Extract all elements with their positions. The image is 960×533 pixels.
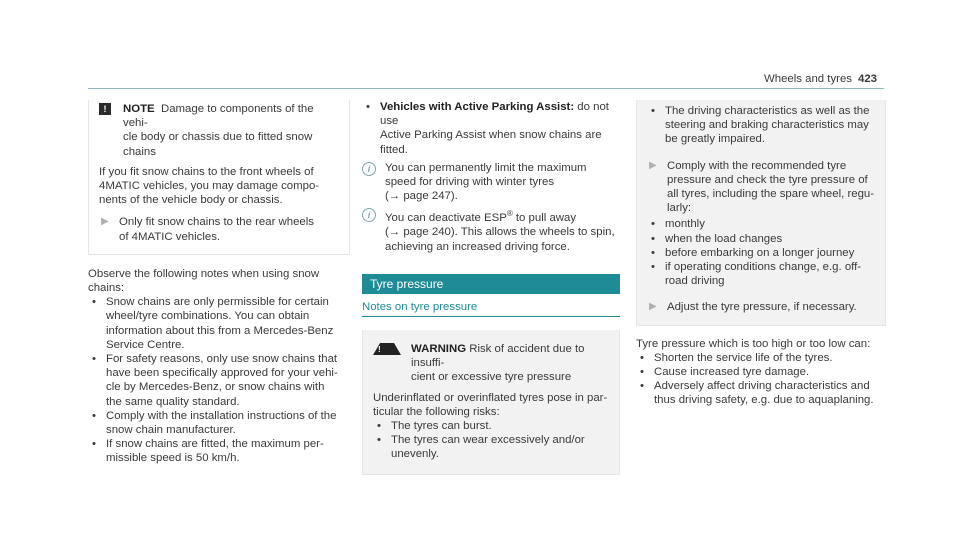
action-step	[647, 300, 875, 314]
action-arrow-icon: ▶	[101, 216, 109, 228]
action-line: Only fit snow chains to the rear wheels	[119, 216, 314, 229]
list-item-line: fitted.	[380, 143, 408, 156]
section-title: Tyre pressure	[370, 276, 444, 291]
paragraph-line: If you fit snow chains to the front wheels of	[99, 165, 314, 178]
note-text-line: chains	[123, 145, 156, 158]
list-item-line: wheel/tyre combinations. You can obtain	[106, 310, 310, 323]
paragraph-line: 4MATIC vehicles, you may damage compo-	[99, 180, 320, 193]
action-step	[99, 215, 339, 243]
apa-list	[362, 100, 620, 157]
list-item-text: before embarking on a longer journey	[665, 246, 855, 259]
registered-mark: ®	[506, 209, 513, 219]
warning-paragraph	[373, 391, 609, 419]
info-text: You can deactivate ESP	[385, 212, 507, 225]
action-arrow-icon: ▶	[649, 159, 657, 171]
action-line: of 4MATIC vehicles.	[119, 230, 221, 243]
list-item: • when the load changes	[651, 232, 783, 245]
list-item: • Adversely affect driving characteristics and thus driving safety, e.g. due to aquaplaning.	[640, 380, 874, 407]
list-item: • Shorten the service life of the tyres.	[640, 351, 833, 364]
info-note	[362, 161, 620, 204]
list-item-line: Comply with the installation instructions of the	[106, 409, 337, 422]
note-paragraph	[99, 165, 339, 208]
list-item-text: when the load changes	[665, 232, 783, 245]
list-item-line: missible speed is 50 km/h.	[106, 452, 240, 465]
list-item: • The driving characteristics as well as the steering and braking characteristics may be greatly impaired.	[651, 105, 870, 146]
sub-heading: Notes on tyre pressure	[362, 300, 620, 317]
list-item-line: For safety reasons, only use snow chains that	[106, 353, 338, 366]
info-line: You can permanently limit the maximum	[385, 161, 587, 174]
note-box	[88, 100, 350, 255]
snow-chain-notes-list	[88, 295, 350, 465]
page-header	[764, 72, 877, 86]
note-text-line: Damage to components of the vehi-	[123, 103, 314, 130]
list-item: • The tyres can burst.	[377, 420, 492, 433]
risk-list	[373, 419, 609, 462]
list-item-text: Cause increased tyre damage.	[654, 366, 810, 379]
list-item-line: if operating conditions change, e.g. off-	[665, 261, 862, 274]
section-title-bar	[362, 274, 620, 294]
chapter-title: Wheels and tyres	[763, 73, 852, 85]
list-item-line: Adversely affect driving characteristics and	[654, 380, 870, 393]
paragraph-line: Underinflated or overinflated tyres pose in par-	[373, 391, 608, 404]
list-item: • If snow chains are fitted, the maximum per- missible speed is 50 km/h.	[92, 438, 324, 465]
list-item: • Cause increased tyre damage.	[640, 366, 810, 379]
action-line: pressure and check the tyre pressure of	[667, 173, 868, 186]
info-line: achieving an increased driving force.	[385, 240, 570, 253]
info-note	[362, 207, 620, 253]
list-item-line: unevenly.	[391, 448, 439, 461]
list-item-text: Shorten the service life of the tyres.	[654, 351, 833, 364]
list-item-line: cle by Mercedes-Benz, or snow chains with	[106, 381, 325, 394]
action-arrow-icon: ▶	[649, 301, 657, 313]
warning-text: Risk of accident due to insuffi-	[411, 343, 585, 370]
list-item-text: The tyres can burst.	[391, 420, 492, 433]
action-line: Adjust the tyre pressure, if necessary.	[667, 301, 857, 314]
list-item: • The tyres can wear excessively and/or unevenly.	[377, 434, 585, 461]
action-line: larly:	[667, 202, 692, 215]
paragraph-line: nents of the vehicle body or chassis.	[99, 194, 283, 207]
list-item: • monthly	[651, 218, 705, 231]
consequences-list	[636, 351, 886, 408]
info-line: speed for driving with winter tyres	[385, 176, 555, 189]
action-line: all tyres, including the spare wheel, regu-	[667, 188, 875, 201]
paragraph-line: chains:	[88, 282, 125, 295]
paragraph-line: ticular the following risks:	[373, 405, 500, 418]
list-item-line: The tyres can wear excessively and/or	[391, 434, 585, 447]
info-icon: i	[362, 162, 376, 176]
column-2	[362, 100, 620, 475]
list-item-line: Service Centre.	[106, 338, 185, 351]
list-item-line: have been specifically approved for your vehi-	[106, 367, 338, 380]
header-divider	[88, 88, 884, 89]
list-item: • Vehicles with Active Parking Assist: do not use Active Parking Assist when snow chains are fitted.	[362, 100, 620, 157]
list-item-line: steering and braking characteristics may	[665, 119, 869, 132]
list-item-line: the same quality standard.	[106, 395, 240, 408]
list-item-text: monthly	[665, 218, 705, 231]
list-item-line: If snow chains are fitted, the maximum per-	[106, 438, 324, 451]
note-heading	[99, 102, 339, 159]
warning-box	[362, 330, 620, 475]
paragraph-line: Observe the following notes when using snow	[88, 267, 320, 280]
column-1	[88, 100, 350, 466]
list-item: • For safety reasons, only use snow chains that have been specifically approved for your vehi- cle by Mercedes-Benz, or snow chains with the same quality standard.	[92, 353, 338, 408]
page-number: 423	[857, 73, 877, 85]
warning-keyword: WARNING	[411, 343, 467, 356]
action-line: Comply with the recommended tyre	[667, 159, 847, 172]
notice-icon: !	[99, 103, 111, 115]
page-reference-link[interactable]: (→ page 247).	[385, 190, 458, 203]
action-step	[647, 159, 875, 216]
list-item-line: be greatly impaired.	[665, 133, 766, 146]
list-item-line: The driving characteristics as well as the	[665, 105, 870, 117]
list-item-line: Snow chains are only permissible for certain	[106, 296, 329, 309]
warning-line: cient or excessive tyre pressure	[411, 371, 572, 384]
warning-box-continued	[636, 100, 886, 326]
info-text: to pull away	[512, 212, 577, 225]
warning-triangle-icon: !	[373, 343, 401, 355]
list-item-line: thus driving safety, e.g. due to aquaplaning.	[654, 394, 874, 407]
list-item: • Comply with the installation instructions of the snow chain manufacturer.	[92, 409, 337, 437]
check-interval-list	[647, 217, 875, 288]
list-item-line: road driving	[665, 275, 725, 288]
list-item: • if operating conditions change, e.g. off- road driving	[651, 261, 862, 288]
intro-paragraph	[88, 267, 350, 295]
page-reference-link[interactable]: (→ page 240). This allows the wheels to spin,	[385, 226, 615, 239]
consequences-intro: Tyre pressure which is too high or too low can:	[636, 337, 871, 350]
list-item-line: snow chain manufacturer.	[106, 424, 236, 437]
note-keyword: NOTE	[123, 103, 155, 115]
info-icon: i	[362, 208, 376, 222]
column-3	[636, 100, 886, 408]
list-item-text: do not use	[380, 101, 609, 128]
note-text-line: cle body or chassis due to fitted snow	[123, 131, 313, 144]
list-item: • Snow chains are only permissible for certain wheel/tyre combinations. You can obtain information about this from a Mercedes-Benz Service Centre.	[92, 296, 334, 351]
risk-list-continued	[647, 104, 875, 147]
list-item-line: Active Parking Assist when snow chains are	[380, 129, 602, 142]
feature-name: Vehicles with Active Parking Assist:	[380, 101, 575, 113]
list-item: • before embarking on a longer journey	[651, 246, 855, 259]
warning-heading	[373, 342, 609, 385]
list-item-line: information about this from a Mercedes-Benz	[106, 324, 334, 337]
